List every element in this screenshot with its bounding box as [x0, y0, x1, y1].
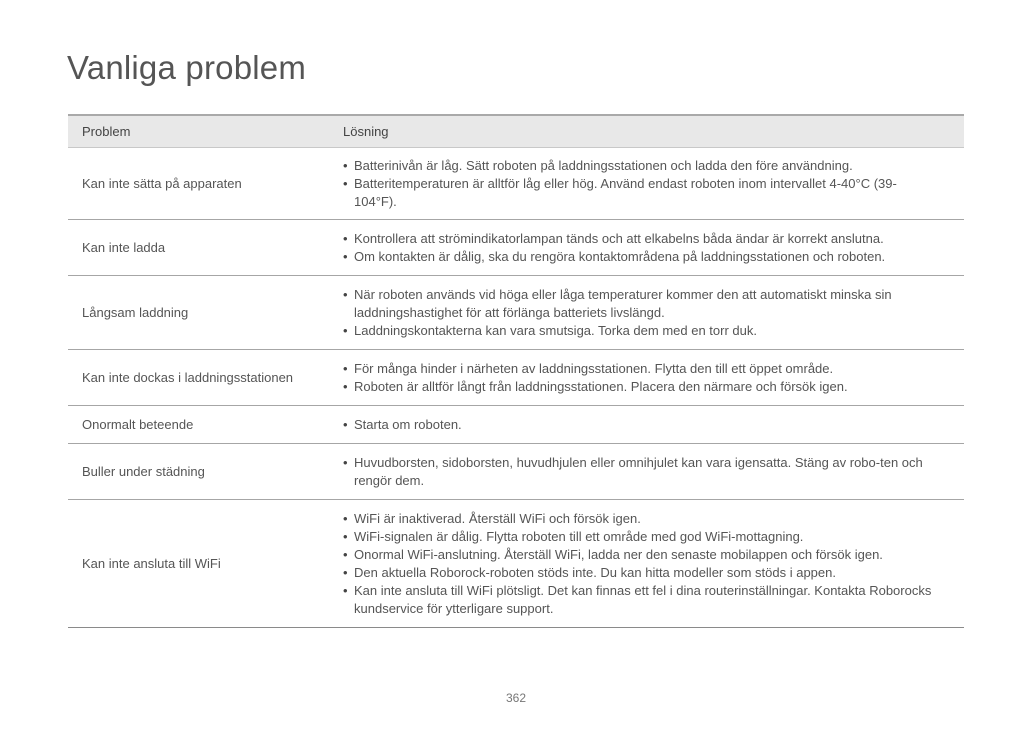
table-row — [68, 406, 964, 444]
solution-cell — [343, 220, 964, 276]
problem-cell: Kan inte ladda — [68, 220, 343, 276]
solution-cell — [343, 406, 964, 444]
solution-cell — [343, 350, 964, 406]
problem-cell: Kan inte ansluta till WiFi — [68, 500, 343, 628]
solution-item: • När roboten används vid höga eller låga temperaturer kommer den att automatiskt minska sin laddningshastighet för att förlänga batteriets livslängd. — [343, 286, 960, 322]
solution-list — [343, 148, 960, 219]
solution-cell — [343, 500, 964, 628]
column-header-solution: Lösning — [343, 115, 964, 148]
solution-list — [343, 501, 960, 626]
table-row — [68, 350, 964, 406]
solution-item: • Kan inte ansluta till WiFi plötsligt. Det kan finnas ett fel i dina routerinställningar. Kontakta Roborocks kundservice för ytterligare support. — [343, 582, 960, 618]
table-row — [68, 444, 964, 500]
troubleshooting-table — [68, 114, 964, 628]
problem-cell: Kan inte sätta på apparaten — [68, 148, 343, 220]
problem-cell: Onormalt beteende — [68, 406, 343, 444]
solution-list — [343, 221, 960, 274]
table-row — [68, 220, 964, 276]
table-row — [68, 148, 964, 220]
solution-item: • Den aktuella Roborock-roboten stöds inte. Du kan hitta modeller som stöds i appen. — [343, 564, 960, 582]
solution-item: • WiFi är inaktiverad. Återställ WiFi och försök igen. — [343, 510, 960, 528]
solution-item: • Roboten är alltför långt från laddningsstationen. Placera den närmare och försök igen. — [343, 378, 960, 396]
problem-cell: Buller under städning — [68, 444, 343, 500]
table-header-row — [68, 115, 964, 148]
solution-list — [343, 351, 960, 404]
page-number: 362 — [505, 691, 527, 705]
problem-cell: Långsam laddning — [68, 276, 343, 350]
solution-item: • WiFi-signalen är dålig. Flytta roboten till ett område med god WiFi-mottagning. — [343, 528, 960, 546]
table-row — [68, 500, 964, 628]
solution-cell — [343, 444, 964, 500]
solution-cell — [343, 276, 964, 350]
solution-item: • Starta om roboten. — [343, 416, 960, 434]
problem-cell: Kan inte dockas i laddningsstationen — [68, 350, 343, 406]
solution-item: • Batteritemperaturen är alltför låg eller hög. Använd endast roboten inom intervallet 4-40°C (39-104°F). — [343, 175, 960, 211]
solution-list — [343, 407, 960, 442]
table-row — [68, 276, 964, 350]
solution-item: • Batterinivån är låg. Sätt roboten på laddningsstationen och ladda den före användning. — [343, 157, 960, 175]
column-header-problem: Problem — [68, 115, 343, 148]
solution-item: • Kontrollera att strömindikatorlampan tänds och att elkabelns båda ändar är korrekt anslutna. — [343, 230, 960, 248]
solution-item: • Huvudborsten, sidoborsten, huvudhjulen eller omnihjulet kan vara igensatta. Stäng av robo-ten och rengör dem. — [343, 454, 960, 490]
solution-item: • Laddningskontakterna kan vara smutsiga. Torka dem med en torr duk. — [343, 322, 960, 340]
solution-list — [343, 445, 960, 498]
solution-item: • Onormal WiFi-anslutning. Återställ WiFi, ladda ner den senaste mobilappen och försök igen. — [343, 546, 960, 564]
solution-item: • För många hinder i närheten av laddningsstationen. Flytta den till ett öppet område. — [343, 360, 960, 378]
page-title: Vanliga problem — [67, 49, 307, 86]
solution-item: • Om kontakten är dålig, ska du rengöra kontaktområdena på laddningsstationen och roboten. — [343, 248, 960, 266]
solution-cell — [343, 148, 964, 220]
solution-list — [343, 277, 960, 348]
